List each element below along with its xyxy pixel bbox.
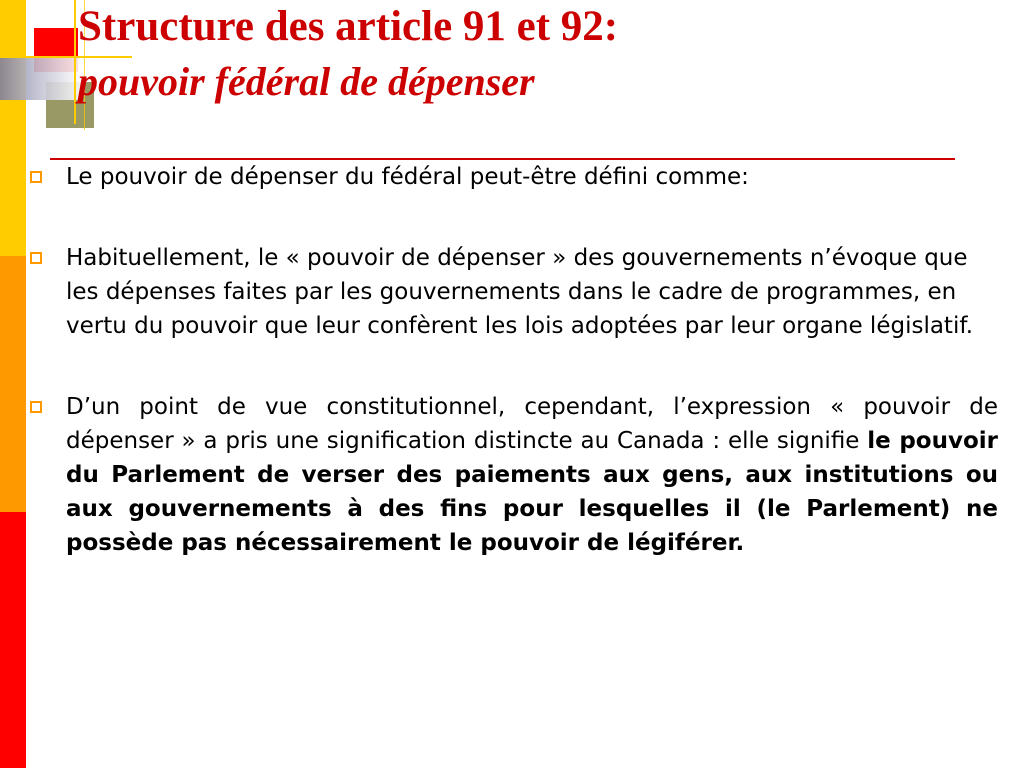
bullet-item-3: [30, 390, 998, 560]
bullet-item-1: [30, 160, 998, 194]
bullet-list: [30, 160, 998, 560]
bullet-item-2: [30, 241, 998, 343]
decorative-gradient-bar: [0, 58, 82, 100]
bullet-text-1: Le pouvoir de dépenser du fédéral peut-être défini comme:: [66, 164, 749, 190]
title-line-2: pouvoir fédéral de dépenser: [78, 59, 535, 104]
left-band-red: [0, 512, 26, 768]
hollow-square-bullet-icon: [30, 401, 42, 413]
hollow-square-bullet-icon: [30, 171, 42, 183]
bullet-text-3-bold: le pouvoir du Parlement de verser des paiements aux gens, aux institutions ou aux gouvernements à des fins pour lesquelles il (le Parlement) ne possède pas nécessairement le pouvoir de légiférer.: [66, 428, 998, 556]
title-line-1: Structure des article 91 et 92:: [78, 3, 619, 50]
decorative-vertical-line: [74, 0, 76, 124]
left-band-yellow: [0, 0, 26, 256]
slide-title: [78, 0, 978, 108]
hollow-square-bullet-icon: [30, 252, 42, 264]
bullet-text-2: Habituellement, le « pouvoir de dépenser » des gouvernements n’évoque que les dépenses faites par les gouvernements dans le cadre de programmes, en vertu du pouvoir que leur confèrent les lois adoptées par leur organe législatif.: [66, 245, 974, 339]
left-band-orange: [0, 256, 26, 512]
bullet-text-3-plain: D’un point de vue constitutionnel, cependant, l’expression « pouvoir de dépenser » a pris une signification distincte au Canada : elle signifie: [66, 394, 998, 454]
